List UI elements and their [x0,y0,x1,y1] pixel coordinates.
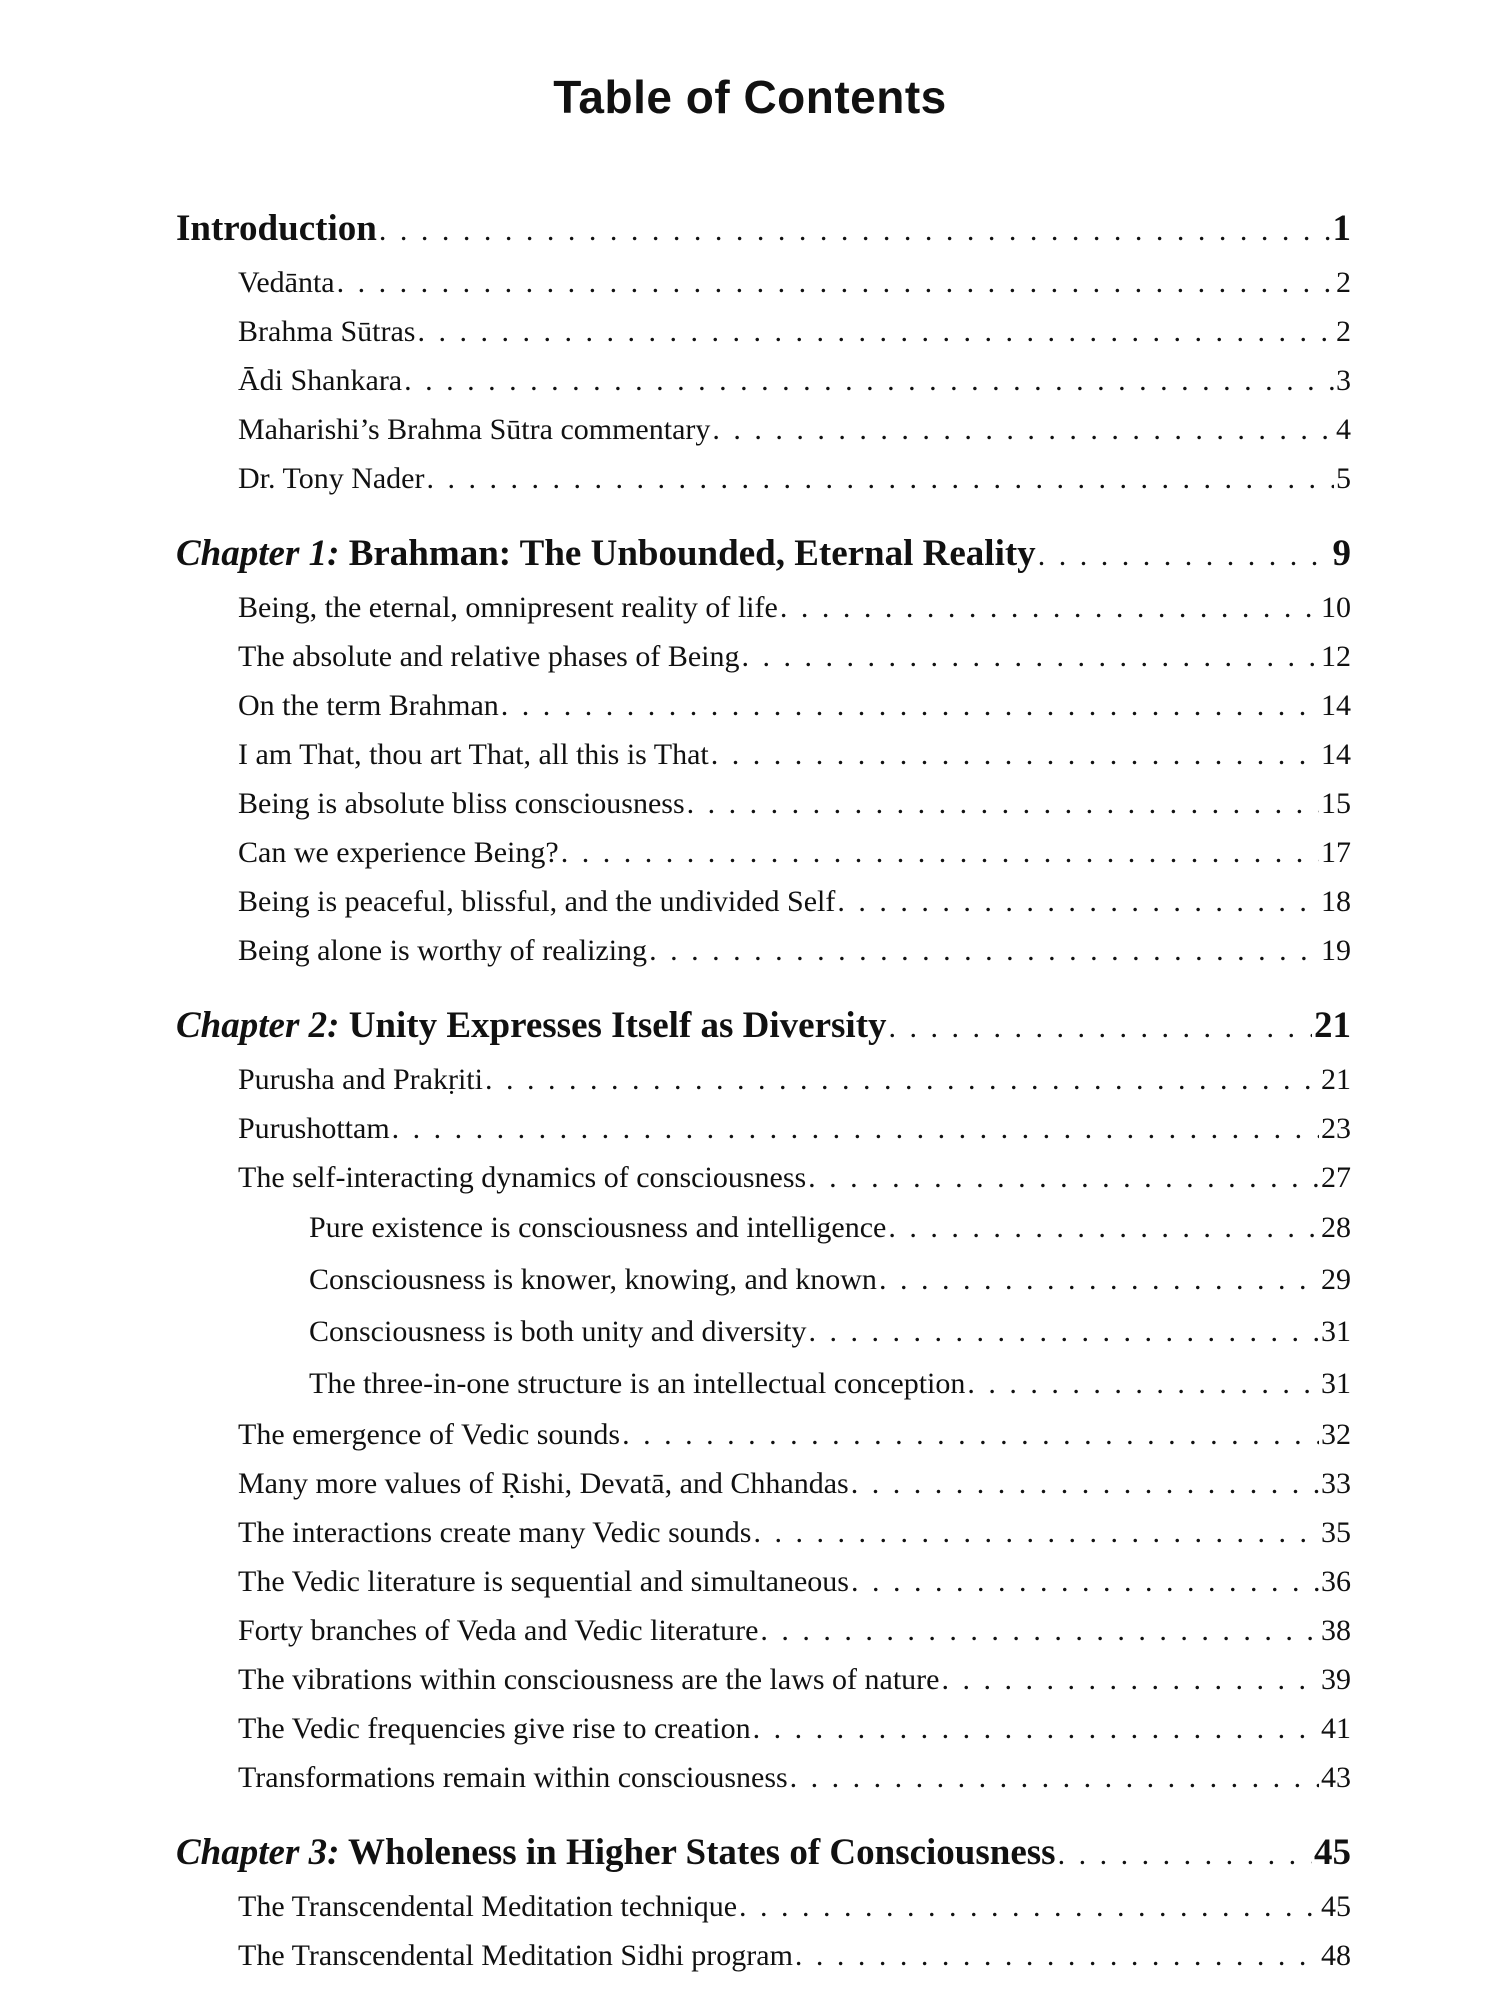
entry-title: Being, the eternal, omnipresent reality of life [238,591,778,624]
page-number: 31 [1321,1367,1351,1400]
chapter-title [176,200,377,258]
page-title: Table of Contents [553,71,947,123]
entry-title: The three-in-one structure is an intellectual conception [309,1367,966,1400]
table-of-contents [176,200,1351,2002]
toc-section [176,525,1351,975]
page-number: 21 [1321,1063,1351,1096]
toc-section-entry [176,730,1351,779]
chapter-title [176,997,887,1055]
toc-section-entry [176,1704,1351,1753]
toc-section-entry [176,1606,1351,1655]
page-number: 33 [1321,1467,1351,1500]
entry-title: Being is peaceful, blissful, and the undivided Self [238,885,836,918]
toc-section-entry [176,1459,1351,1508]
entry-title: Maharishi’s Brahma Sūtra commentary [238,413,711,446]
page-number: 28 [1321,1211,1351,1244]
toc-chapter-entry [176,525,1351,583]
toc-section [176,1824,1351,1980]
page-number: 21 [1314,1005,1351,1046]
dot-leader [622,1410,1319,1459]
page-number: 39 [1321,1663,1351,1696]
dot-leader [888,1202,1319,1254]
entry-title: I am That, thou art That, all this is That [238,738,709,771]
page-number: 10 [1321,591,1351,624]
toc-subsection-entry [176,1306,1351,1358]
chapter-heading-text: Wholeness in Higher States of Consciousness [348,1832,1056,1873]
page-number: 19 [1321,934,1351,967]
chapter-title [176,525,1036,583]
dot-leader [967,1358,1319,1410]
chapter-number: Chapter 3: [176,1832,340,1873]
dot-leader [851,1459,1319,1508]
toc-section [176,997,1351,1802]
page-number: 5 [1336,462,1351,495]
entry-title: The Transcendental Meditation Sidhi program [238,1939,793,1972]
dot-leader [711,730,1319,779]
entry-title: Purushottam [238,1112,390,1145]
toc-section-entry [176,681,1351,730]
toc-chapter-entry [176,1824,1351,1882]
chapter-heading-text: Unity Expresses Itself as Diversity [348,1005,887,1046]
entry-title: The emergence of Vedic sounds [238,1418,621,1451]
entry-title: Consciousness is knower, knowing, and known [309,1263,877,1296]
toc-section-entry [176,307,1351,356]
dot-leader [879,1254,1319,1306]
entry-title: Transformations remain within consciousness [238,1761,788,1794]
toc-section-entry [176,405,1351,454]
chapter-number: Chapter 2: [176,1005,340,1046]
chapter-title [176,1824,1056,1882]
toc-section [176,200,1351,503]
chapter-heading-text: Brahman: The Unbounded, Eternal Reality [348,533,1036,574]
dot-leader [739,1882,1319,1931]
entry-title: Forty branches of Veda and Vedic literature [238,1614,759,1647]
entry-title: The Vedic literature is sequential and simultaneous [238,1565,849,1598]
dot-leader [501,681,1319,730]
entry-title: Being is absolute bliss consciousness [238,787,685,820]
toc-section-entry [176,877,1351,926]
toc-section-entry [176,1104,1351,1153]
page-number: 45 [1314,1832,1351,1873]
page-number: 29 [1321,1263,1351,1296]
page-number: 2 [1336,266,1351,299]
dot-leader [649,926,1319,975]
toc-subsection-entry [176,1202,1351,1254]
page-number: 23 [1321,1112,1351,1145]
page-number: 15 [1321,787,1351,820]
entry-title: Ādi Shankara [238,364,403,397]
entry-title: The vibrations within consciousness are the laws of nature [238,1663,940,1696]
toc-section-entry [176,1153,1351,1202]
dot-leader [941,1655,1319,1704]
dot-leader [426,454,1334,503]
page-number: 14 [1321,689,1351,722]
toc-section-entry [176,1055,1351,1104]
entry-title: The absolute and relative phases of Being [238,640,740,673]
page-number: 31 [1321,1315,1351,1348]
page-number: 17 [1321,836,1351,869]
toc-section-entry [176,1508,1351,1557]
entry-title: The Vedic frequencies give rise to creation [238,1712,751,1745]
dot-leader [1038,527,1331,583]
page-number: 14 [1321,738,1351,771]
page-number: 18 [1321,885,1351,918]
page-number: 27 [1321,1161,1351,1194]
dot-leader [780,583,1319,632]
entry-title: The interactions create many Vedic sounds [238,1516,752,1549]
entry-title: The self-interacting dynamics of consciousness [238,1161,807,1194]
page-number: 1 [1332,208,1351,249]
entry-title: Being alone is worthy of realizing [238,934,648,967]
dot-leader [809,1306,1320,1358]
dot-leader [753,1508,1319,1557]
toc-section-entry [176,1655,1351,1704]
toc-subsection-entry [176,1254,1351,1306]
page-number: 4 [1336,413,1351,446]
toc-section-entry [176,632,1351,681]
dot-leader [851,1557,1319,1606]
entry-title: On the term Brahman [238,689,499,722]
dot-leader [760,1606,1319,1655]
page-number: 32 [1321,1418,1351,1451]
dot-leader [742,632,1319,681]
page-number: 48 [1321,1939,1351,1972]
dot-leader [561,828,1319,877]
toc-section-entry [176,583,1351,632]
toc-section-entry [176,828,1351,877]
page-number: 36 [1321,1565,1351,1598]
entry-title: Brahma Sūtras [238,315,416,348]
dot-leader [404,356,1334,405]
toc-section-entry [176,926,1351,975]
dot-leader [837,877,1319,926]
chapter-number: Chapter 1: [176,533,340,574]
entry-title: Purusha and Prakṛiti [238,1063,483,1096]
entry-title: Pure existence is consciousness and intelligence [309,1211,887,1244]
dot-leader [753,1704,1319,1753]
dot-leader [712,405,1334,454]
dot-leader [392,1104,1319,1153]
page-number: 38 [1321,1614,1351,1647]
page-number: 35 [1321,1516,1351,1549]
dot-leader [1058,1826,1312,1882]
entry-title: Consciousness is both unity and diversity [309,1315,807,1348]
toc-section-entry [176,454,1351,503]
entry-title: Vedānta [238,266,335,299]
page-number: 41 [1321,1712,1351,1745]
dot-leader [379,202,1331,258]
dot-leader [790,1753,1319,1802]
toc-section-entry [176,1882,1351,1931]
toc-chapter-entry [176,200,1351,258]
dot-leader [337,258,1334,307]
toc-subsection-entry [176,1358,1351,1410]
page-number: 9 [1332,533,1351,574]
dot-leader [795,1931,1319,1980]
entry-title: Many more values of Ṛishi, Devatā, and Chhandas [238,1467,849,1500]
toc-section-entry [176,258,1351,307]
entry-title: The Transcendental Meditation technique [238,1890,738,1923]
toc-section-entry [176,1557,1351,1606]
entry-title: Dr. Tony Nader [238,462,425,495]
toc-section-entry [176,1410,1351,1459]
dot-leader [485,1055,1319,1104]
dot-leader [889,999,1312,1055]
toc-section-entry [176,1931,1351,1980]
chapter-heading-text: Introduction [176,208,377,249]
page-number: 3 [1336,364,1351,397]
page-number: 43 [1321,1761,1351,1794]
toc-chapter-entry [176,997,1351,1055]
page-number: 12 [1321,640,1351,673]
toc-section-entry [176,1753,1351,1802]
dot-leader [808,1153,1319,1202]
entry-title: Can we experience Being? [238,836,559,869]
dot-leader [687,779,1319,828]
page-number: 45 [1321,1890,1351,1923]
toc-section-entry [176,779,1351,828]
page-number: 2 [1336,315,1351,348]
dot-leader [417,307,1334,356]
toc-section-entry [176,356,1351,405]
